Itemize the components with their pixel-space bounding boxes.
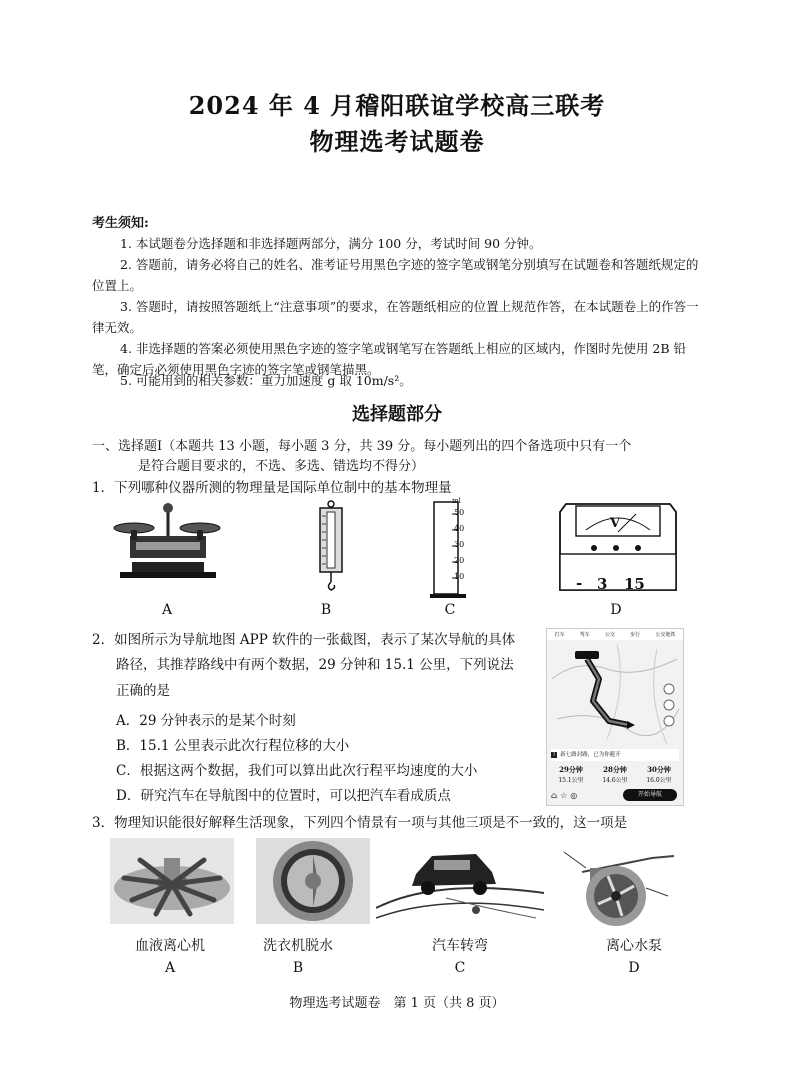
map-tab-4: 步行 [630,632,641,638]
q3-caption-c: 汽车转弯 [432,938,488,954]
note-item-4: 4. 非选择题的答案必须使用黑色字迹的签字笔或钢笔写在答题纸上相应的区域内，作图时先使用 2B 铅笔，确定后必须使用黑色字迹的签字笔或钢笔描黑。 [92,341,686,377]
q1-letter-a: A [161,602,173,618]
map-bottom-icons: ⌂☆◎ [551,791,581,800]
part-instructions [92,437,712,477]
q3-letter-d: D [628,960,640,976]
question-2-stem-2: 路径，其推荐路线中有两个数据，29 分钟和 15.1 公里，下列说法 [116,657,514,673]
route-1-distance: 15.1公里 [558,777,584,784]
route-3-distance: 16.0公里 [646,777,672,784]
q1-letter-d: D [610,602,622,618]
q1-letter-c: C [444,602,456,618]
notes-heading: 考生须知: [92,216,149,231]
map-tab-2: 驾车 [579,632,590,638]
washing-machine-image [256,838,370,924]
q3-letter-c: C [454,960,466,976]
question-2-stem-3: 正确的是 [116,683,170,699]
exam-subtitle: 物理选考试题卷 [309,127,485,156]
measuring-cylinder-image [428,496,476,602]
note-item-2: 2. 答题前，请务必将自己的姓名、准考证号用黑色字迹的签字笔或钢笔分别填写在试题卷和答题纸规定的位置上。 [92,257,699,293]
balance-scale-image [112,500,222,580]
route-option-2[interactable] [602,765,627,784]
route-2-distance: 14.6公里 [602,777,628,784]
question-2-option-b: B．15.1 公里表示此次行程位移的大小 [116,738,350,754]
q3-letter-a: A [164,960,176,976]
spring-scale-image [316,500,346,592]
cylinder-unit-label: ml [452,497,461,505]
map-tab-5: 公交地铁 [655,632,676,638]
voltmeter-terminal-neg: - [576,574,583,592]
cylinder-mark-50: 50 [454,508,465,517]
route-option-1[interactable] [558,765,583,784]
note-item-1: 1. 本试题卷分选择题和非选择题两部分，满分 100 分，考试时间 90 分钟。 [120,236,542,251]
question-1-stem: 1．下列哪种仪器所测的物理量是国际单位制中的基本物理量 [92,480,452,496]
map-tab-1: 打车 [554,632,565,638]
section-title: 选择题部分 [352,404,442,425]
map-banner-text: 新七路封路，已为你避开 [560,752,621,758]
q3-letter-b: B [292,960,304,976]
q3-caption-a: 血液离心机 [135,938,205,954]
voltmeter-terminal-3: 3 [597,575,608,593]
note-item-5: 5. 可能用到的相关参数：重力加速度 g 取 10m/s²。 [120,373,412,388]
part-instructions-line2: 是符合题目要求的，不选、多选、错选均不得分） [138,459,425,474]
map-route-drawing [547,639,683,749]
cylinder-mark-40: 40 [454,524,465,533]
question-2-option-c: C．根据这两个数据，我们可以算出此次行程平均速度的大小 [116,763,478,779]
exam-title: 2024 年 4 月稽阳联谊学校高三联考 [188,91,606,120]
cylinder-mark-20: 20 [454,556,465,565]
route-2-time: 28分钟 [603,765,627,774]
q3-caption-d: 离心水泵 [606,938,662,954]
map-banner: ! 新七路封路，已为你避开 [551,749,679,761]
part-instructions-line1: 一、选择题Ⅰ（本题共 13 小题，每小题 3 分，共 39 分。每小题列出的四个备选项中只有一个 [92,439,632,454]
blood-centrifuge-image [110,838,234,924]
voltmeter-symbol: V [610,516,621,531]
question-3-stem: 3．物理知识能很好解释生活现象，下列四个情景有一项与其他三项是不一致的，这一项是 [92,815,628,831]
question-2-option-d: D．研究汽车在导航图中的位置时，可以把汽车看成质点 [116,788,451,804]
question-2-option-a: A．29 分钟表示的是某个时刻 [116,713,296,729]
q1-letter-b: B [320,602,332,618]
cylinder-mark-30: 30 [454,540,465,549]
page-footer: 物理选考试题卷 第 1 页（共 8 页） [289,996,505,1011]
route-option-3[interactable] [646,765,671,784]
start-navigation-label: 开始导航 [637,791,662,798]
voltmeter-terminal-15: 15 [624,575,645,593]
route-1-time: 29分钟 [559,765,583,774]
map-route-options[interactable] [549,765,681,784]
centrifugal-pump-image [556,838,684,930]
question-2-stem-1: 2．如图所示为导航地图 APP 软件的一张截图，表示了某次导航的具体 [92,632,516,648]
start-navigation-button[interactable] [623,789,677,801]
car-turning-image [376,838,544,924]
navigation-map-screenshot [546,628,684,806]
q3-caption-b: 洗衣机脱水 [263,938,333,954]
route-3-time: 30分钟 [647,765,671,774]
map-tab-3: 公交 [604,632,615,638]
cylinder-mark-10: 10 [454,572,465,581]
voltmeter-image [556,494,680,598]
note-item-3: 3. 答题时，请按照答题纸上“注意事项”的要求，在答题纸相应的位置上规范作答，在本试题卷上的作答一律无效。 [92,299,699,335]
